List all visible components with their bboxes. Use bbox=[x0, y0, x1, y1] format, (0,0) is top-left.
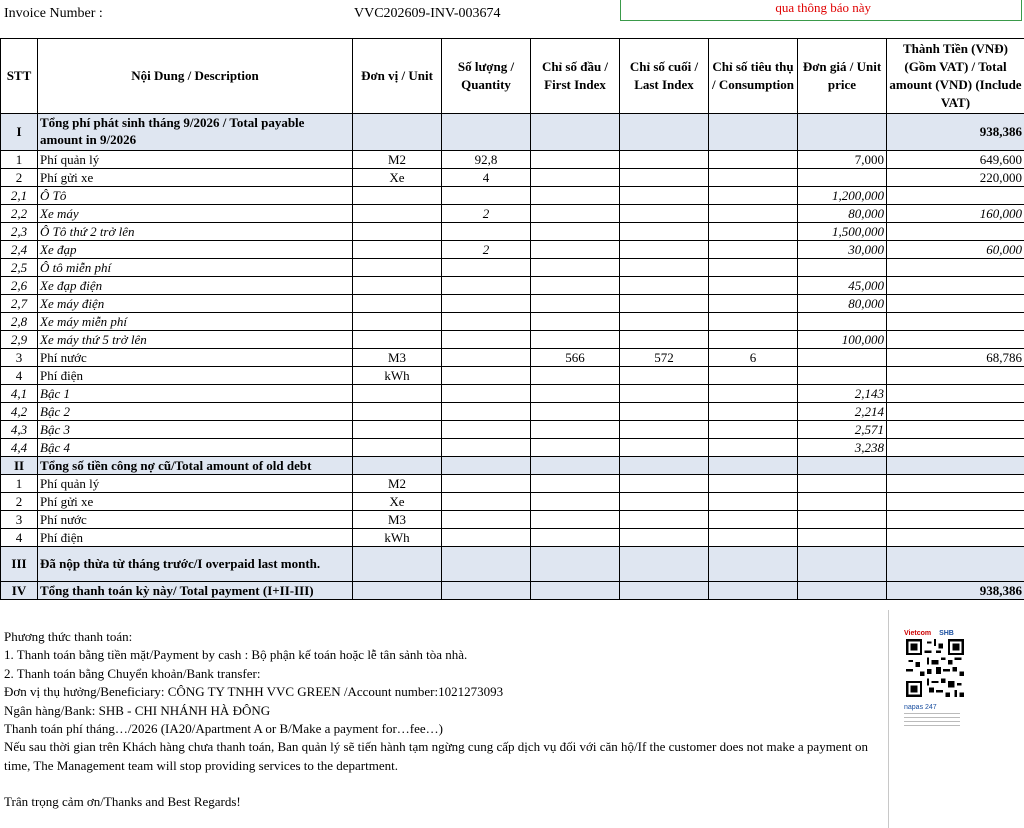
row-total-amount bbox=[887, 529, 1024, 547]
col-last-index: Chỉ số cuối / Last Index bbox=[620, 39, 709, 114]
row-unit-price: 2,571 bbox=[798, 421, 887, 439]
row-last-index bbox=[620, 187, 709, 205]
table-row bbox=[1, 475, 1024, 493]
row-description: Xe máy thứ 5 trở lên bbox=[38, 331, 353, 349]
row-consumption bbox=[709, 529, 798, 547]
row-description: Ô tô miễn phí bbox=[38, 259, 353, 277]
row-unit bbox=[353, 457, 442, 475]
row-total-amount: 220,000 bbox=[887, 169, 1024, 187]
row-total-amount: 60,000 bbox=[887, 241, 1024, 259]
table-row bbox=[1, 349, 1024, 367]
row-last-index bbox=[620, 331, 709, 349]
row-total-amount: 938,386 bbox=[887, 582, 1024, 600]
row-total-amount: 938,386 bbox=[887, 114, 1024, 151]
row-description: Phí điện bbox=[38, 367, 353, 385]
napas-logo: napas 247 bbox=[904, 704, 937, 711]
row-stt: 1 bbox=[1, 475, 38, 493]
row-total-amount bbox=[887, 457, 1024, 475]
row-last-index bbox=[620, 493, 709, 511]
row-stt: 4,3 bbox=[1, 421, 38, 439]
row-consumption bbox=[709, 295, 798, 313]
row-description: Bậc 4 bbox=[38, 439, 353, 457]
row-last-index bbox=[620, 169, 709, 187]
col-unit: Đơn vị / Unit bbox=[353, 39, 442, 114]
row-total-amount bbox=[887, 331, 1024, 349]
row-last-index bbox=[620, 457, 709, 475]
row-last-index bbox=[620, 367, 709, 385]
row-unit-price: 80,000 bbox=[798, 295, 887, 313]
row-unit-price bbox=[798, 313, 887, 331]
row-unit bbox=[353, 241, 442, 259]
row-consumption bbox=[709, 114, 798, 151]
row-quantity bbox=[442, 114, 531, 151]
row-unit bbox=[353, 547, 442, 582]
row-first-index bbox=[531, 439, 620, 457]
row-quantity bbox=[442, 259, 531, 277]
row-description: Ô Tô bbox=[38, 187, 353, 205]
row-stt: 4,2 bbox=[1, 403, 38, 421]
row-quantity bbox=[442, 547, 531, 582]
row-stt: 4,4 bbox=[1, 439, 38, 457]
row-consumption bbox=[709, 331, 798, 349]
row-first-index bbox=[531, 385, 620, 403]
table-row bbox=[1, 582, 1024, 600]
row-stt: 1 bbox=[1, 151, 38, 169]
invoice-table bbox=[0, 38, 1024, 600]
row-last-index bbox=[620, 313, 709, 331]
row-unit-price: 100,000 bbox=[798, 331, 887, 349]
row-consumption bbox=[709, 457, 798, 475]
row-total-amount bbox=[887, 223, 1024, 241]
row-quantity bbox=[442, 331, 531, 349]
row-stt: 2,9 bbox=[1, 331, 38, 349]
row-unit bbox=[353, 277, 442, 295]
row-unit: Xe bbox=[353, 493, 442, 511]
row-unit bbox=[353, 114, 442, 151]
row-description: Xe máy bbox=[38, 205, 353, 223]
row-first-index bbox=[531, 169, 620, 187]
row-first-index bbox=[531, 529, 620, 547]
row-description: Phí quản lý bbox=[38, 475, 353, 493]
row-total-amount bbox=[887, 187, 1024, 205]
row-first-index bbox=[531, 277, 620, 295]
row-total-amount bbox=[887, 421, 1024, 439]
row-unit: M3 bbox=[353, 349, 442, 367]
row-description: Phí gửi xe bbox=[38, 493, 353, 511]
row-unit-price bbox=[798, 457, 887, 475]
row-consumption bbox=[709, 403, 798, 421]
row-consumption bbox=[709, 493, 798, 511]
table-row bbox=[1, 205, 1024, 223]
table-row bbox=[1, 277, 1024, 295]
row-description: Bậc 3 bbox=[38, 421, 353, 439]
row-quantity bbox=[442, 511, 531, 529]
row-stt: 2,1 bbox=[1, 187, 38, 205]
row-description: Đã nộp thừa từ tháng trước/I overpaid last month. bbox=[38, 547, 353, 582]
row-last-index bbox=[620, 421, 709, 439]
row-unit bbox=[353, 313, 442, 331]
row-consumption bbox=[709, 421, 798, 439]
row-description: Xe máy miễn phí bbox=[38, 313, 353, 331]
row-unit-price bbox=[798, 259, 887, 277]
row-total-amount bbox=[887, 403, 1024, 421]
row-description: Phí gửi xe bbox=[38, 169, 353, 187]
row-quantity bbox=[442, 582, 531, 600]
table-row bbox=[1, 493, 1024, 511]
row-first-index bbox=[531, 367, 620, 385]
row-first-index bbox=[531, 313, 620, 331]
row-quantity bbox=[442, 493, 531, 511]
table-row bbox=[1, 457, 1024, 475]
table-row bbox=[1, 187, 1024, 205]
qr-code-block bbox=[904, 630, 974, 730]
row-total-amount bbox=[887, 277, 1024, 295]
table-row bbox=[1, 403, 1024, 421]
row-unit bbox=[353, 582, 442, 600]
row-unit-price: 3,238 bbox=[798, 439, 887, 457]
row-last-index bbox=[620, 475, 709, 493]
bank-logos bbox=[904, 630, 974, 637]
row-last-index bbox=[620, 385, 709, 403]
row-description: Xe máy điện bbox=[38, 295, 353, 313]
payment-line: Ngân hàng/Bank: SHB - CHI NHÁNH HÀ ĐÔNG bbox=[4, 702, 271, 718]
row-last-index bbox=[620, 511, 709, 529]
row-unit-price: 2,214 bbox=[798, 403, 887, 421]
row-unit bbox=[353, 403, 442, 421]
notice-text: qua thông báo này bbox=[775, 0, 871, 15]
row-last-index bbox=[620, 439, 709, 457]
row-first-index bbox=[531, 295, 620, 313]
payment-info bbox=[4, 628, 884, 812]
row-stt: 2,8 bbox=[1, 313, 38, 331]
table-row bbox=[1, 313, 1024, 331]
qr-caption bbox=[904, 713, 960, 727]
row-description: Xe đạp bbox=[38, 241, 353, 259]
table-row bbox=[1, 331, 1024, 349]
row-first-index bbox=[531, 475, 620, 493]
row-consumption bbox=[709, 511, 798, 529]
row-stt: 4,1 bbox=[1, 385, 38, 403]
payment-line: 1. Thanh toán bằng tiền mặt/Payment by cash : Bộ phận kế toán hoặc lễ tân sảnh tòa nhà. bbox=[4, 647, 468, 663]
payment-line: Nếu sau thời gian trên Khách hàng chưa thanh toán, Ban quản lý sẽ tiến hành tạm ngừng cung cấp dịch vụ đối với căn hộ/If the customer does not make a payment on time, The Management team will stop providing services to the department. bbox=[4, 739, 868, 773]
row-total-amount bbox=[887, 367, 1024, 385]
row-first-index: 566 bbox=[531, 349, 620, 367]
row-stt: I bbox=[1, 114, 38, 151]
table-row bbox=[1, 529, 1024, 547]
row-unit bbox=[353, 421, 442, 439]
row-total-amount bbox=[887, 475, 1024, 493]
row-quantity: 4 bbox=[442, 169, 531, 187]
table-header bbox=[1, 39, 1024, 114]
row-unit-price bbox=[798, 475, 887, 493]
row-consumption bbox=[709, 313, 798, 331]
row-first-index bbox=[531, 493, 620, 511]
table-row bbox=[1, 241, 1024, 259]
invoice-number-line bbox=[4, 6, 501, 22]
table-row bbox=[1, 367, 1024, 385]
row-consumption bbox=[709, 547, 798, 582]
row-first-index bbox=[531, 259, 620, 277]
payment-line: Đơn vị thụ hưởng/Beneficiary: CÔNG TY TNHH VVC GREEN /Account number:1021273093 bbox=[4, 684, 504, 700]
row-stt: III bbox=[1, 547, 38, 582]
row-description: Phí điện bbox=[38, 529, 353, 547]
row-description: Bậc 2 bbox=[38, 403, 353, 421]
row-unit-price: 30,000 bbox=[798, 241, 887, 259]
row-quantity bbox=[442, 421, 531, 439]
table-row bbox=[1, 114, 1024, 151]
table-row bbox=[1, 511, 1024, 529]
row-unit bbox=[353, 439, 442, 457]
col-description: Nội Dung / Description bbox=[38, 39, 353, 114]
row-unit-price: 80,000 bbox=[798, 205, 887, 223]
row-first-index bbox=[531, 151, 620, 169]
row-description: Xe đạp điện bbox=[38, 277, 353, 295]
row-consumption bbox=[709, 582, 798, 600]
row-stt: IV bbox=[1, 582, 38, 600]
row-first-index bbox=[531, 223, 620, 241]
table-row bbox=[1, 151, 1024, 169]
row-last-index bbox=[620, 403, 709, 421]
row-quantity bbox=[442, 349, 531, 367]
row-consumption bbox=[709, 385, 798, 403]
row-last-index bbox=[620, 582, 709, 600]
row-total-amount bbox=[887, 259, 1024, 277]
row-description: Tổng phí phát sinh tháng 9/2026 / Total payable amount in 9/2026 bbox=[38, 114, 353, 151]
row-unit: M2 bbox=[353, 151, 442, 169]
row-stt: 2,5 bbox=[1, 259, 38, 277]
invoice-number-label: Invoice Number : bbox=[4, 6, 103, 21]
shb-logo: SHB bbox=[939, 630, 954, 637]
row-quantity bbox=[442, 187, 531, 205]
row-description: Tổng số tiền công nợ cũ/Total amount of old debt bbox=[38, 457, 353, 475]
row-first-index bbox=[531, 187, 620, 205]
row-unit-price bbox=[798, 169, 887, 187]
col-stt: STT bbox=[1, 39, 38, 114]
row-unit: Xe bbox=[353, 169, 442, 187]
row-stt: 3 bbox=[1, 511, 38, 529]
col-first-index: Chỉ số đầu / First Index bbox=[531, 39, 620, 114]
table-row bbox=[1, 547, 1024, 582]
row-total-amount: 649,600 bbox=[887, 151, 1024, 169]
row-consumption bbox=[709, 475, 798, 493]
row-first-index bbox=[531, 511, 620, 529]
row-total-amount: 68,786 bbox=[887, 349, 1024, 367]
row-unit-price bbox=[798, 367, 887, 385]
table-row bbox=[1, 439, 1024, 457]
row-quantity bbox=[442, 367, 531, 385]
row-stt: II bbox=[1, 457, 38, 475]
payment-line: 2. Thanh toán bằng Chuyển khoản/Bank transfer: bbox=[4, 665, 261, 681]
row-stt: 2 bbox=[1, 169, 38, 187]
row-consumption bbox=[709, 367, 798, 385]
row-last-index bbox=[620, 259, 709, 277]
row-unit-price bbox=[798, 529, 887, 547]
row-unit bbox=[353, 295, 442, 313]
row-last-index bbox=[620, 547, 709, 582]
notice-box bbox=[620, 0, 1022, 21]
col-total-amount: Thành Tiền (VNĐ) (Gồm VAT) / Total amount (VND) (Include VAT) bbox=[887, 39, 1024, 114]
table-row bbox=[1, 421, 1024, 439]
row-consumption bbox=[709, 169, 798, 187]
row-first-index bbox=[531, 205, 620, 223]
col-consumption: Chỉ số tiêu thụ / Consumption bbox=[709, 39, 798, 114]
qr-code-icon bbox=[906, 639, 964, 697]
row-stt: 3 bbox=[1, 349, 38, 367]
row-total-amount bbox=[887, 385, 1024, 403]
table-row bbox=[1, 385, 1024, 403]
row-stt: 2,7 bbox=[1, 295, 38, 313]
row-stt: 2,4 bbox=[1, 241, 38, 259]
divider bbox=[888, 610, 889, 828]
row-quantity bbox=[442, 439, 531, 457]
row-last-index bbox=[620, 205, 709, 223]
row-last-index bbox=[620, 295, 709, 313]
row-last-index bbox=[620, 241, 709, 259]
col-unit-price: Đơn giá / Unit price bbox=[798, 39, 887, 114]
row-last-index bbox=[620, 529, 709, 547]
row-description: Ô Tô thứ 2 trở lên bbox=[38, 223, 353, 241]
row-first-index bbox=[531, 114, 620, 151]
row-unit: M3 bbox=[353, 511, 442, 529]
row-unit-price: 45,000 bbox=[798, 277, 887, 295]
row-first-index bbox=[531, 547, 620, 582]
row-consumption bbox=[709, 187, 798, 205]
row-last-index: 572 bbox=[620, 349, 709, 367]
payment-line: Trân trọng cảm ơn/Thanks and Best Regards! bbox=[4, 794, 241, 810]
row-unit-price: 1,200,000 bbox=[798, 187, 887, 205]
row-first-index bbox=[531, 241, 620, 259]
row-quantity bbox=[442, 475, 531, 493]
row-last-index bbox=[620, 223, 709, 241]
row-total-amount bbox=[887, 295, 1024, 313]
row-unit bbox=[353, 259, 442, 277]
row-unit bbox=[353, 223, 442, 241]
row-unit-price bbox=[798, 493, 887, 511]
row-first-index bbox=[531, 403, 620, 421]
row-total-amount bbox=[887, 313, 1024, 331]
row-unit-price bbox=[798, 511, 887, 529]
row-unit: kWh bbox=[353, 367, 442, 385]
row-description: Tổng thanh toán kỳ này/ Total payment (I+II-III) bbox=[38, 582, 353, 600]
row-total-amount bbox=[887, 493, 1024, 511]
table-row bbox=[1, 223, 1024, 241]
row-quantity bbox=[442, 457, 531, 475]
row-last-index bbox=[620, 277, 709, 295]
table-row bbox=[1, 295, 1024, 313]
col-quantity: Số lượng / Quantity bbox=[442, 39, 531, 114]
row-total-amount bbox=[887, 511, 1024, 529]
row-stt: 4 bbox=[1, 529, 38, 547]
payment-line: Thanh toán phí tháng…/2026 (IA20/Apartment A or B/Make a payment for…fee…) bbox=[4, 721, 444, 737]
row-unit bbox=[353, 187, 442, 205]
row-quantity bbox=[442, 277, 531, 295]
invoice-number-value: VVC202609-INV-003674 bbox=[354, 6, 501, 21]
row-unit-price: 7,000 bbox=[798, 151, 887, 169]
row-unit-price bbox=[798, 114, 887, 151]
row-quantity: 2 bbox=[442, 241, 531, 259]
row-unit-price: 1,500,000 bbox=[798, 223, 887, 241]
row-total-amount bbox=[887, 439, 1024, 457]
table-row bbox=[1, 169, 1024, 187]
row-unit: kWh bbox=[353, 529, 442, 547]
row-consumption bbox=[709, 259, 798, 277]
row-description: Bậc 1 bbox=[38, 385, 353, 403]
row-stt: 2 bbox=[1, 493, 38, 511]
row-first-index bbox=[531, 457, 620, 475]
row-last-index bbox=[620, 114, 709, 151]
row-quantity: 92,8 bbox=[442, 151, 531, 169]
row-quantity bbox=[442, 223, 531, 241]
table-row bbox=[1, 259, 1024, 277]
row-unit bbox=[353, 205, 442, 223]
row-description: Phí nước bbox=[38, 349, 353, 367]
row-consumption bbox=[709, 277, 798, 295]
row-unit: M2 bbox=[353, 475, 442, 493]
row-first-index bbox=[531, 421, 620, 439]
row-unit-price bbox=[798, 349, 887, 367]
row-last-index bbox=[620, 151, 709, 169]
row-stt: 2,2 bbox=[1, 205, 38, 223]
row-quantity bbox=[442, 295, 531, 313]
row-unit-price: 2,143 bbox=[798, 385, 887, 403]
row-stt: 2,3 bbox=[1, 223, 38, 241]
row-description: Phí quản lý bbox=[38, 151, 353, 169]
row-unit bbox=[353, 385, 442, 403]
row-quantity: 2 bbox=[442, 205, 531, 223]
row-total-amount bbox=[887, 547, 1024, 582]
row-consumption bbox=[709, 223, 798, 241]
vietcom-logo: Vietcom bbox=[904, 630, 932, 637]
row-consumption bbox=[709, 151, 798, 169]
row-consumption: 6 bbox=[709, 349, 798, 367]
row-unit-price bbox=[798, 582, 887, 600]
row-consumption bbox=[709, 439, 798, 457]
row-unit bbox=[353, 331, 442, 349]
row-quantity bbox=[442, 529, 531, 547]
row-consumption bbox=[709, 241, 798, 259]
row-unit-price bbox=[798, 547, 887, 582]
row-stt: 4 bbox=[1, 367, 38, 385]
row-quantity bbox=[442, 385, 531, 403]
row-consumption bbox=[709, 205, 798, 223]
row-first-index bbox=[531, 331, 620, 349]
payment-line: Phương thức thanh toán: bbox=[4, 629, 133, 644]
row-description: Phí nước bbox=[38, 511, 353, 529]
row-total-amount: 160,000 bbox=[887, 205, 1024, 223]
row-first-index bbox=[531, 582, 620, 600]
row-quantity bbox=[442, 313, 531, 331]
row-quantity bbox=[442, 403, 531, 421]
row-stt: 2,6 bbox=[1, 277, 38, 295]
